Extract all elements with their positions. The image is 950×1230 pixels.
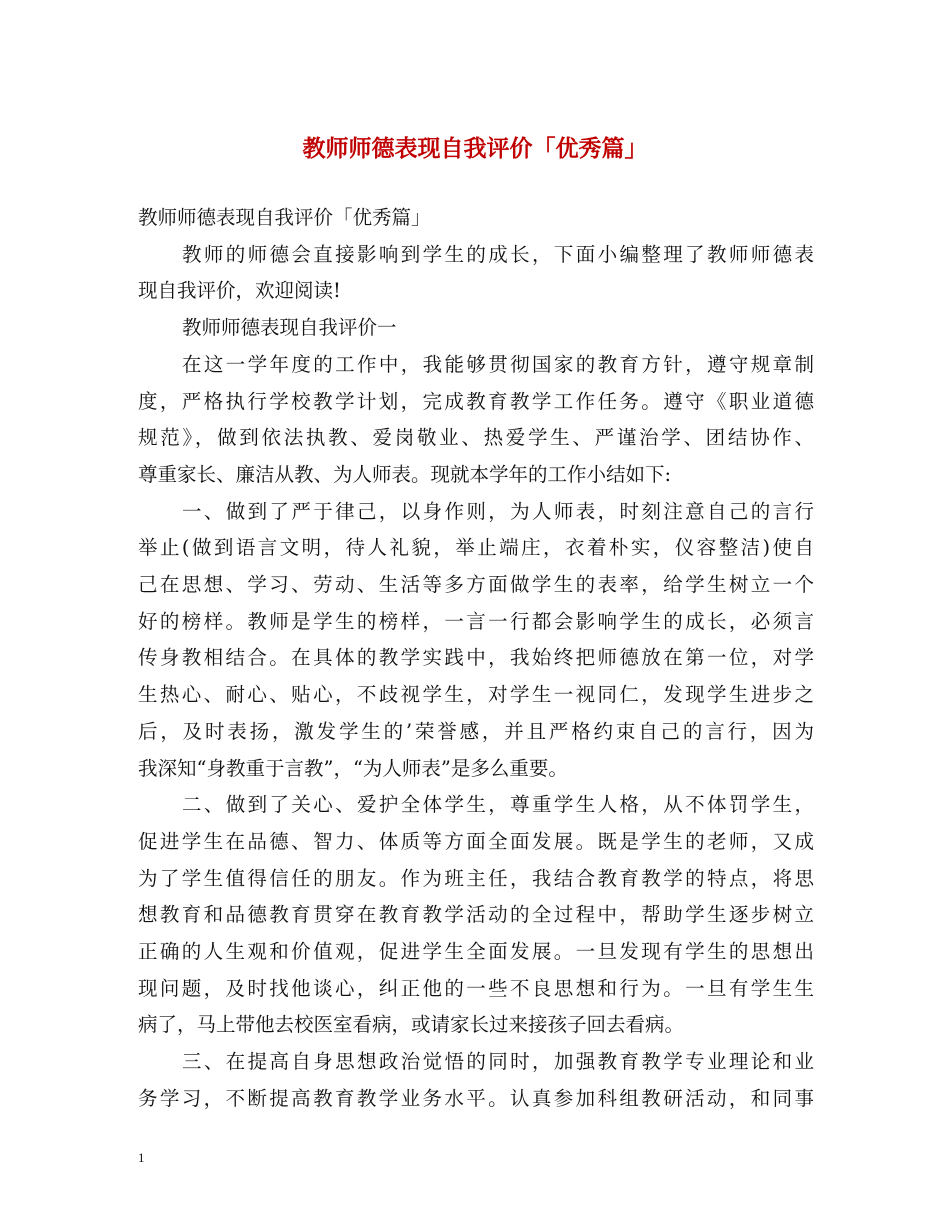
text-line: 病了，马上带他去校医室看病，或请家长过来接孩子回去看病。 (138, 1013, 685, 1037)
text-line: 现问题，及时找他谈心，纠正他的一些不良思想和行为。一旦有学生生 (138, 976, 814, 1000)
text-line: 现自我评价，欢迎阅读! (138, 279, 341, 303)
page-number: 1 (138, 1150, 145, 1165)
text-line: 后，及时表扬，激发学生的’荣誉感，并且严格约束自己的言行，因为 (138, 719, 814, 743)
text-line: 教师师德表现自我评价一 (182, 316, 397, 340)
text-line: 传身教相结合。在具体的教学实践中，我始终把师德放在第一位，对学 (138, 646, 814, 670)
text-line: 三、在提高自身思想政治觉悟的同时，加强教育教学专业理论和业 (182, 1050, 814, 1074)
text-line: 教师的师德会直接影响到学生的成长，下面小编整理了教师师德表 (182, 242, 814, 266)
text-line: 度，严格执行学校教学计划，完成教育教学工作任务。遵守《职业道德 (138, 389, 814, 413)
text-line: 二、做到了关心、爱护全体学生，尊重学生人格，从不体罚学生， (182, 793, 814, 817)
text-line: 举止(做到语言文明，待人礼貌，举止端庄，衣着朴实，仪容整洁)使自 (138, 536, 814, 560)
text-line: 好的榜样。教师是学生的榜样，一言一行都会影响学生的成长，必须言 (138, 609, 814, 633)
text-line: 正确的人生观和价值观，促进学生全面发展。一旦发现有学生的思想出 (138, 940, 814, 964)
text-line: 我深知“身教重于言教”，“为人师表”是多么重要。 (138, 756, 568, 780)
text-line: 在这一学年度的工作中，我能够贯彻国家的教育方针，遵守规章制 (182, 352, 814, 376)
text-line: 一、做到了严于律己，以身作则，为人师表，时刻注意自己的言行 (182, 499, 814, 523)
text-line: 为了学生值得信任的朋友。作为班主任，我结合教育教学的特点，将思 (138, 866, 814, 890)
text-line: 己在思想、学习、劳动、生活等多方面做学生的表率，给学生树立一个 (138, 573, 814, 597)
text-line: 想教育和品德教育贯穿在教育教学活动的全过程中，帮助学生逐步树立 (138, 903, 814, 927)
text-line: 规范》，做到依法执教、爱岗敬业、热爱学生、严谨治学、团结协作、 (138, 426, 814, 450)
text-line: 促进学生在品德、智力、体质等方面全面发展。既是学生的老师，又成 (138, 829, 814, 853)
document-title: 教师师德表现自我评价「优秀篇」 (302, 135, 648, 162)
text-line: 尊重家长、廉洁从教、为人师表。现就本学年的工作小结如下: (138, 462, 672, 486)
text-line: 生热心、耐心、贴心，不歧视学生，对学生一视同仁，发现学生进步之 (138, 683, 814, 707)
text-line: 教师师德表现自我评价「优秀篇」 (138, 206, 431, 229)
text-line: 务学习，不断提高教育教学业务水平。认真参加科组教研活动，和同事 (138, 1086, 814, 1110)
document-body (138, 200, 814, 1118)
